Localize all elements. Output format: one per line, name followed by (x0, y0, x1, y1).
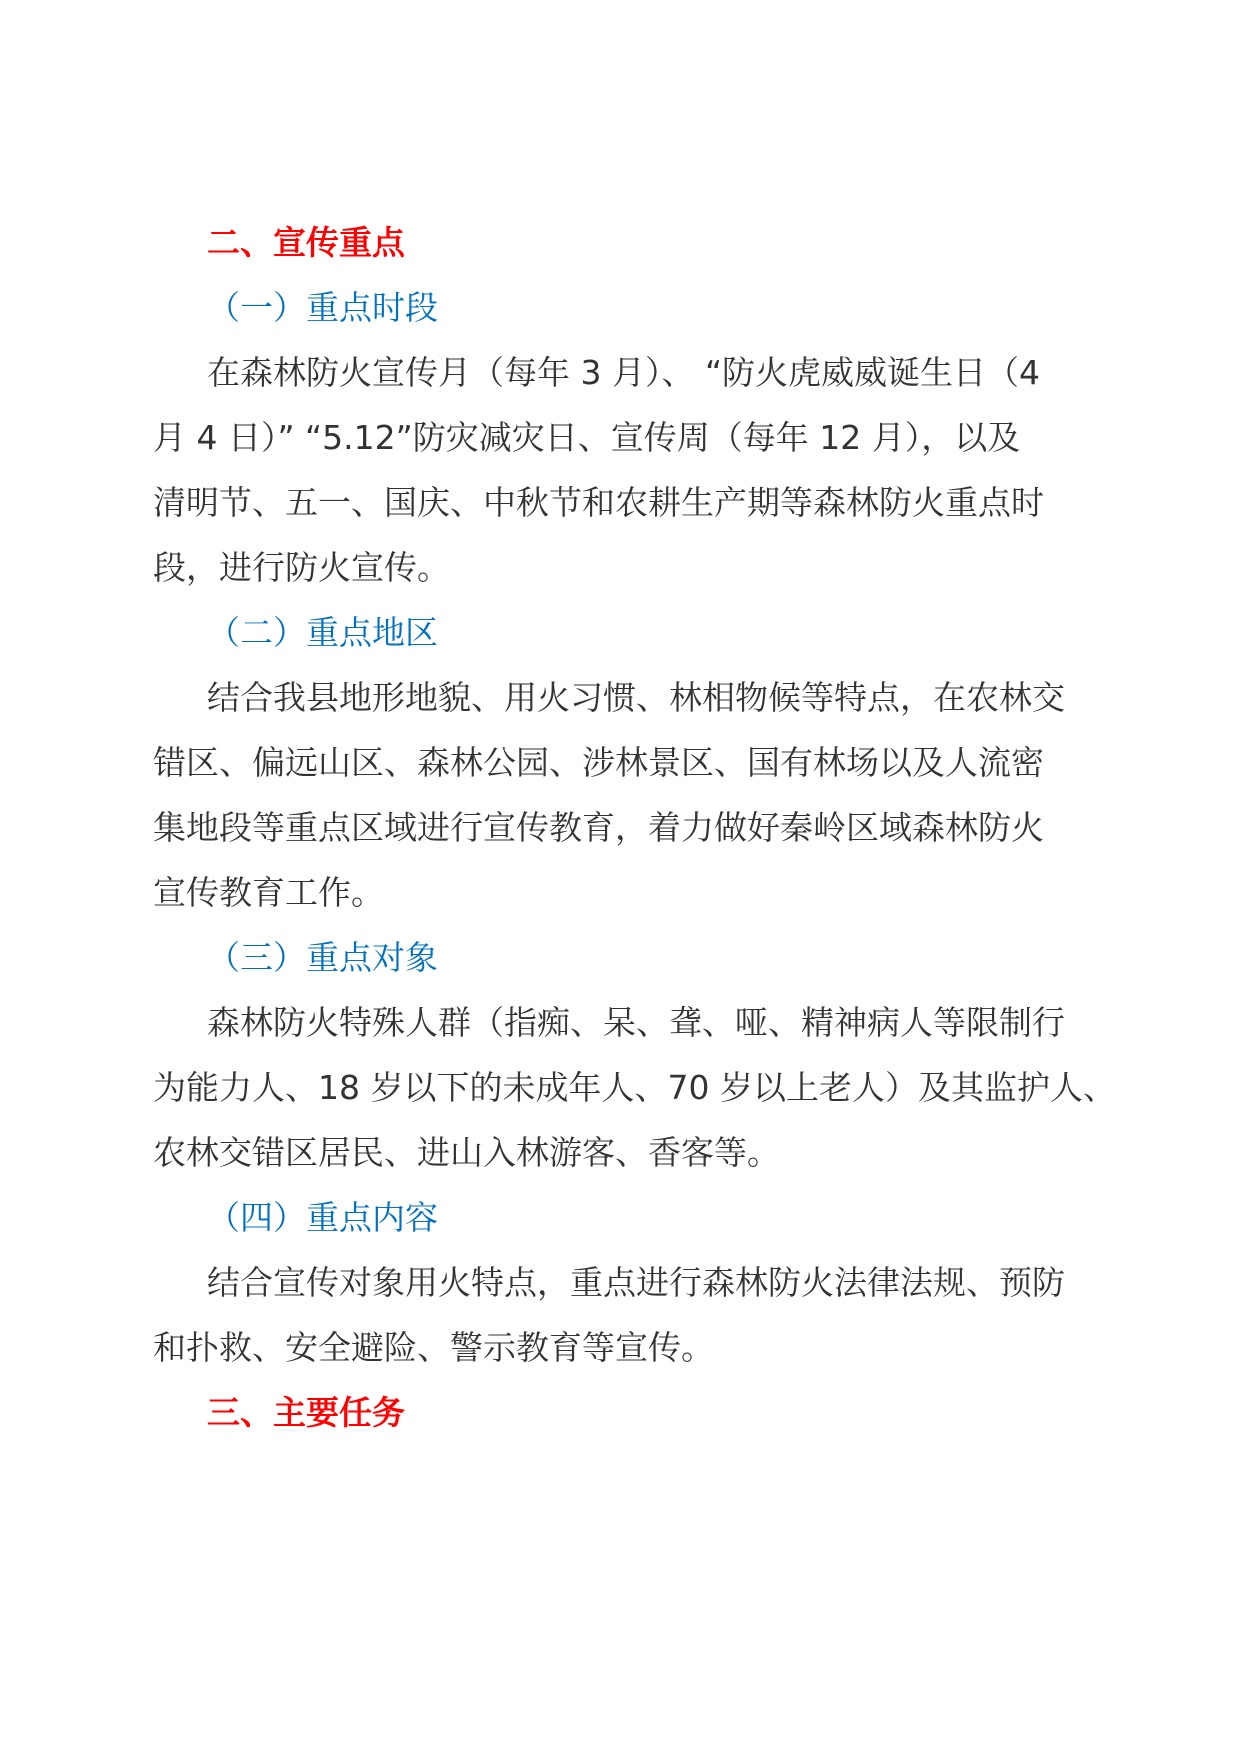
paragraph-line: 农林交错区居民、进山入林游客、香客等。 (153, 1133, 780, 1172)
paragraph-line: 月 4 日）” “5.12”防灾减灾日、宣传周（每年 12 月），以及 (153, 418, 1021, 457)
subsection-heading-key-areas: （二）重点地区 (207, 613, 438, 652)
subsection-heading-key-content: （四）重点内容 (207, 1198, 438, 1237)
document-body (153, 210, 1116, 1445)
section-heading-main-tasks: 三、主要任务 (207, 1393, 405, 1432)
section-heading-publicity-focus: 二、宣传重点 (207, 223, 405, 262)
paragraph-line: 清明节、五一、国庆、中秋节和农耕生产期等森林防火重点时 (153, 483, 1044, 522)
paragraph-key-periods (153, 340, 1103, 600)
paragraph-line: 结合我县地形地貌、用火习惯、林相物候等特点，在农林交 (207, 678, 1065, 717)
paragraph-line: 在森林防火宣传月（每年 3 月）、 “防火虎威威诞生日（4 (207, 353, 1041, 392)
paragraph-line: 集地段等重点区域进行宣传教育，着力做好秦岭区域森林防火 (153, 808, 1044, 847)
paragraph-key-content (153, 1250, 1103, 1380)
paragraph-line: 和扑救、安全避险、警示教育等宣传。 (153, 1328, 714, 1367)
paragraph-key-targets (153, 990, 1116, 1185)
paragraph-line: 宣传教育工作。 (153, 873, 384, 912)
paragraph-line: 森林防火特殊人群（指痴、呆、聋、哑、精神病人等限制行 (207, 1003, 1065, 1042)
subsection-heading-key-periods: （一）重点时段 (207, 288, 438, 327)
paragraph-line: 错区、偏远山区、森林公园、涉林景区、国有林场以及人流密 (153, 743, 1044, 782)
subsection-heading-key-targets: （三）重点对象 (207, 938, 438, 977)
paragraph-line: 段，进行防火宣传。 (153, 548, 450, 587)
paragraph-line: 结合宣传对象用火特点，重点进行森林防火法律法规、预防 (207, 1263, 1065, 1302)
paragraph-key-areas (153, 665, 1103, 925)
paragraph-line: 为能力人、18 岁以下的未成年人、70 岁以上老人）及其监护人、 (153, 1068, 1116, 1107)
